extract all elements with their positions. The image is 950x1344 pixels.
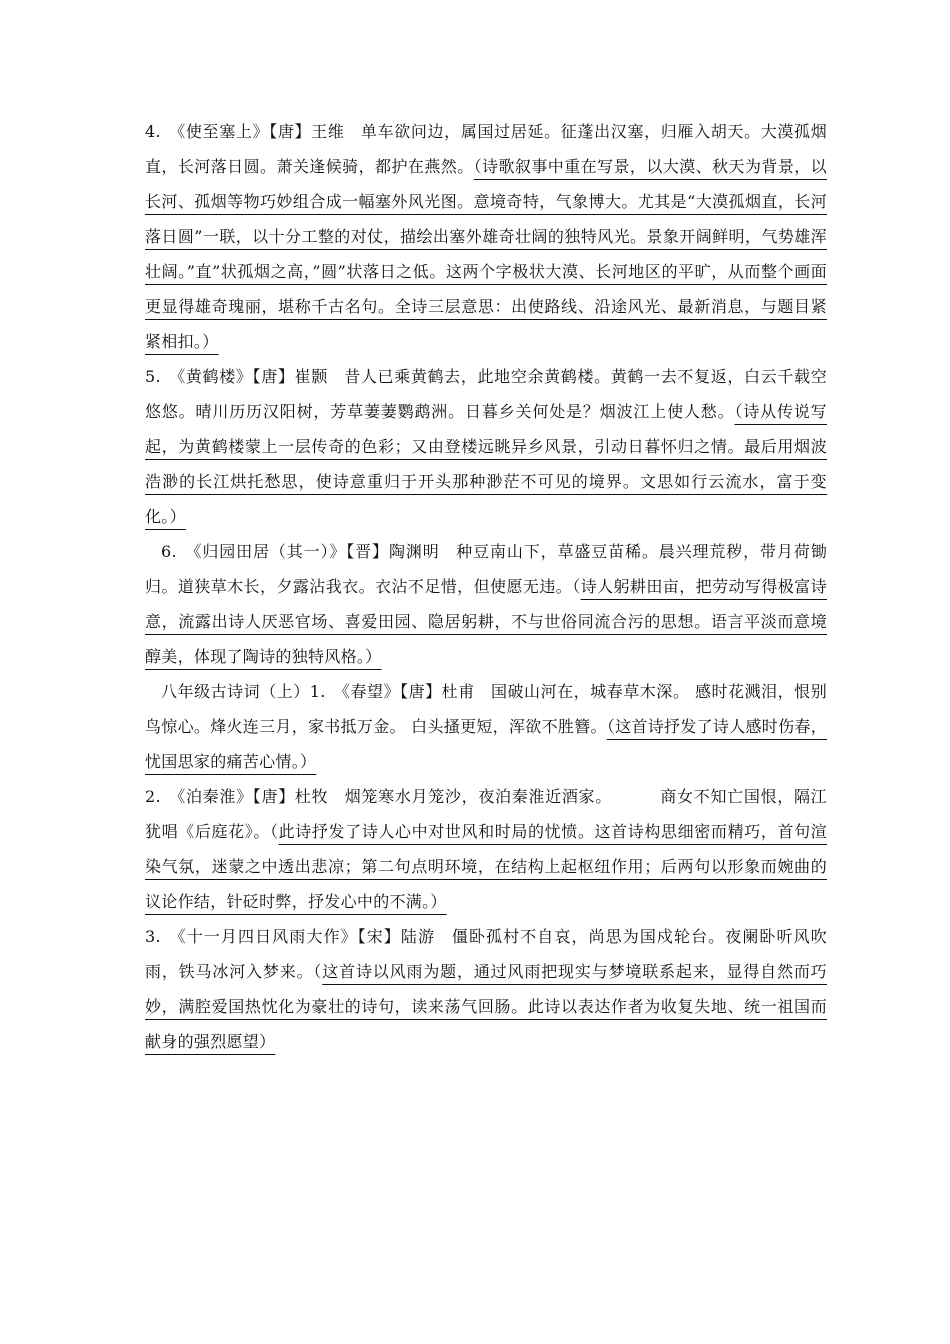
commentary-open-paren: （ <box>313 962 323 981</box>
entry-number: 3. <box>145 927 161 946</box>
dynasty: 【唐】 <box>269 122 312 141</box>
poem-entry <box>145 114 827 359</box>
section-heading: 八年级古诗词（上） <box>161 682 310 701</box>
document-body <box>145 114 827 1059</box>
entry-number: 4. <box>145 122 161 141</box>
poem-title: 《十一月四日风雨大作》 <box>168 927 358 946</box>
poem-text: 单车欲问边，属国过居延。征蓬出汉塞，归雁入胡天。大漠孤烟直，长河落日圆。萧关逢候骑，都护在燕然。 <box>145 122 827 176</box>
poem-entry <box>145 534 827 674</box>
author: 杜甫 <box>441 682 475 701</box>
poem-title: 《归园田居（其一）》 <box>184 542 347 561</box>
commentary-open-paren: （ <box>572 577 581 596</box>
poem-entry <box>145 919 827 1059</box>
poem-title: 《泊秦淮》 <box>168 787 253 806</box>
poem-title: 《春望》 <box>333 682 401 701</box>
poem-text: 国破山河在，城春草木深。 感时花溅泪，恨别鸟惊心。烽火连三月，家书抵万金。 白头搔更短，浑欲不胜簪。 <box>145 682 828 736</box>
entry-number: 2. <box>145 787 161 806</box>
poem-commentary: 诗人躬耕田亩，把劳动写得极富诗意，流露出诗人厌恶官场、喜爱田园、隐居躬耕，不与世俗同流合污的思想。语言平淡而意境醇美，体现了陶诗的独特风格。） <box>145 577 827 666</box>
entry-number: 6. <box>161 542 177 561</box>
entry-number: 1. <box>309 682 326 701</box>
poem-text: 烟笼寒水月笼沙，夜泊秦淮近酒家。 <box>344 787 612 806</box>
poem-text: 昔人已乘黄鹤去，此地空余黄鹤楼。黄鹤一去不复返，白云千载空悠悠。晴川历历汉阳树，芳草萋萋鹦鹉洲。日暮乡关何处是？烟波江上使人愁。 <box>145 367 827 421</box>
poem-commentary: （诗从传说写起，为黄鹤楼蒙上一层传奇的色彩；又由登楼远眺异乡风景，引动日暮怀归之情。最后用烟波浩渺的长江烘托愁思，使诗意重归于开头那种渺茫不可见的境界。文思如行云流水，富于变化。） <box>145 402 827 526</box>
dynasty: 【唐】 <box>400 682 442 701</box>
poem-title: 《黄鹤楼》 <box>168 367 253 386</box>
commentary-open-paren: （ <box>270 822 279 841</box>
poem-commentary: 此诗抒发了诗人心中对世风和时局的忧愤。这首诗构思细密而精巧，首句渲染气氛，迷蒙之中透出悲凉；第二句点明环境，在结构上起枢纽作用；后两句以形象而婉曲的议论作结，针砭时弊，抒发心中的不满。） <box>145 822 827 911</box>
poem-text: 种豆南山下，草盛豆苗稀。晨兴理荒秽，带月荷锄归。道狭草木长，夕露沾我衣。衣沾不足惜，但使愿无违。 <box>145 542 827 596</box>
author: 崔颢 <box>294 367 328 386</box>
entry-number: 5. <box>145 367 161 386</box>
poem-entry <box>145 359 827 534</box>
author: 杜牧 <box>294 787 329 806</box>
dynasty: 【唐】 <box>252 787 295 806</box>
poem-text: 商女不知亡国恨，隔江犹唱《后庭花》。 <box>145 787 827 841</box>
poem-title: 《使至塞上》 <box>168 122 270 141</box>
poem-text: 僵卧孤村不自哀，尚思为国戍轮台。夜阑卧听风吹雨，铁马冰河入梦来。 <box>145 927 827 981</box>
poem-commentary: 这首诗以风雨为题，通过风雨把现实与梦境联系起来，显得自然而巧妙，满腔爱国热忱化为豪壮的诗句，读来荡气回肠。此诗以表达作者为收复失地、统一祖国而献身的强烈愿望） <box>145 962 827 1051</box>
dynasty: 【宋】 <box>357 927 401 946</box>
poem-commentary: （诗歌叙事中重在写景，以大漠、秋天为背景，以长河、孤烟等物巧妙组合成一幅塞外风光图。意境奇特，气象博大。尤其是“大漠孤烟直，长河落日圆”一联，以十分工整的对仗，描绘出塞外雄奇壮阔的独特风光。景象开阔鲜明，气势雄浑壮阔。”直”状孤烟之高，”圆”状落日之低。这两个字极状大漠、长河地区的平旷，从而整个画面更显得雄奇瑰丽，堪称千古名句。全诗三层意思：出使路线、沿途风光、最新消息，与题目紧紧相扣。） <box>145 157 827 351</box>
author: 陶渊明 <box>388 542 440 561</box>
author: 王维 <box>311 122 345 141</box>
dynasty: 【唐】 <box>252 367 295 386</box>
author: 陆游 <box>400 927 436 946</box>
poem-entry <box>145 674 827 779</box>
poem-commentary: （这首诗抒发了诗人感时伤春，忧国思家的痛苦心情。） <box>145 717 827 771</box>
poem-entry <box>145 779 827 919</box>
dynasty: 【晋】 <box>346 542 389 561</box>
